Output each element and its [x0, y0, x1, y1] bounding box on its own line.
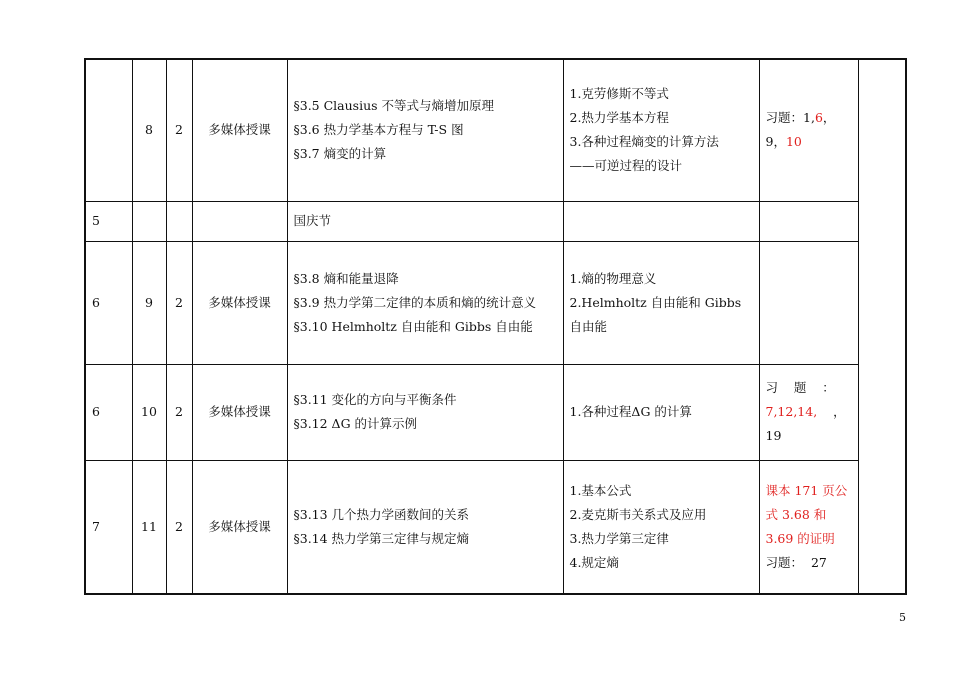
point-line: 1.熵的物理意义	[569, 270, 657, 286]
hours-cell: 2	[166, 59, 192, 201]
content-line: §3.12 ΔG 的计算示例	[293, 416, 418, 431]
content-cell	[287, 364, 563, 460]
point-line: 2.热力学基本方程	[569, 110, 669, 126]
lecture-number-cell	[132, 201, 166, 241]
table-row	[85, 59, 906, 201]
content-cell: 国庆节	[287, 201, 563, 241]
hours-cell	[166, 201, 192, 241]
week-cell: 6	[85, 241, 132, 364]
key-points-cell	[563, 201, 759, 241]
content-line: §3.5 Clausius 不等式与熵增加原理	[293, 98, 495, 114]
homework-cell: 习题：1,6， 9，10	[759, 59, 858, 201]
point-line: 1.克劳修斯不等式	[569, 86, 669, 102]
point-line: ——可逆过程的设计	[569, 158, 683, 174]
homework-highlight: 3.69 的证明	[765, 530, 835, 546]
teaching-mode-cell: 多媒体授课	[192, 364, 287, 460]
key-points-cell	[563, 241, 759, 364]
hours-cell: 2	[166, 460, 192, 594]
content-line: §3.6 热力学基本方程与 T-S 图	[293, 122, 464, 138]
table-row	[85, 364, 906, 460]
hours-cell: 2	[166, 241, 192, 364]
page-number: 5	[899, 611, 906, 624]
point-line: 1.基本公式	[569, 482, 632, 498]
content-line: §3.11 变化的方向与平衡条件	[293, 392, 457, 407]
course-schedule-table	[84, 58, 907, 595]
point-line: 1.各种过程ΔG 的计算	[569, 404, 692, 419]
point-line: 4.规定熵	[569, 554, 619, 570]
content-line: §3.10 Helmholtz 自由能和 Gibbs 自由能	[293, 318, 533, 334]
homework-highlight: 10	[785, 134, 802, 150]
content-line: §3.9 热力学第二定律的本质和熵的统计意义	[293, 294, 537, 310]
homework-highlight: 课本 171 页公式 3.68 和	[765, 482, 848, 522]
remarks-cell	[858, 59, 906, 594]
lecture-number-cell: 11	[132, 460, 166, 594]
table-row	[85, 460, 906, 594]
point-line: 2.Helmholtz 自由能和 Gibbs 自由能	[569, 294, 742, 334]
content-cell	[287, 59, 563, 201]
table-row	[85, 201, 906, 241]
point-line: 3.各种过程熵变的计算方法	[569, 134, 719, 150]
homework-cell	[759, 201, 858, 241]
homework-highlight: 6	[814, 110, 823, 126]
homework-cell: 习 题 ： 7,12,14, ， 19	[759, 364, 858, 460]
key-points-cell	[563, 59, 759, 201]
teaching-mode-cell: 多媒体授课	[192, 59, 287, 201]
content-line: §3.13 几个热力学函数间的关系	[293, 506, 470, 522]
week-cell: 6	[85, 364, 132, 460]
table-row	[85, 241, 906, 364]
key-points-cell	[563, 460, 759, 594]
homework-cell: 课本 171 页公式 3.68 和 3.69 的证明习题： 27	[759, 460, 858, 594]
content-cell	[287, 460, 563, 594]
week-cell	[85, 59, 132, 201]
schedule-sheet	[84, 58, 907, 595]
homework-cell	[759, 241, 858, 364]
lecture-number-cell: 8	[132, 59, 166, 201]
teaching-mode-cell: 多媒体授课	[192, 241, 287, 364]
week-cell: 5	[85, 201, 132, 241]
content-line: §3.7 熵变的计算	[293, 146, 387, 162]
content-cell	[287, 241, 563, 364]
teaching-mode-cell: 多媒体授课	[192, 460, 287, 594]
hours-cell: 2	[166, 364, 192, 460]
lecture-number-cell: 10	[132, 364, 166, 460]
content-line: §3.14 热力学第三定律与规定熵	[293, 530, 470, 546]
teaching-mode-cell	[192, 201, 287, 241]
key-points-cell	[563, 364, 759, 460]
point-line: 3.热力学第三定律	[569, 530, 669, 546]
lecture-number-cell: 9	[132, 241, 166, 364]
homework-highlight: 7,12,14,	[765, 404, 818, 419]
content-line: §3.8 熵和能量退降	[293, 270, 399, 286]
point-line: 2.麦克斯韦关系式及应用	[569, 506, 707, 522]
week-cell: 7	[85, 460, 132, 594]
